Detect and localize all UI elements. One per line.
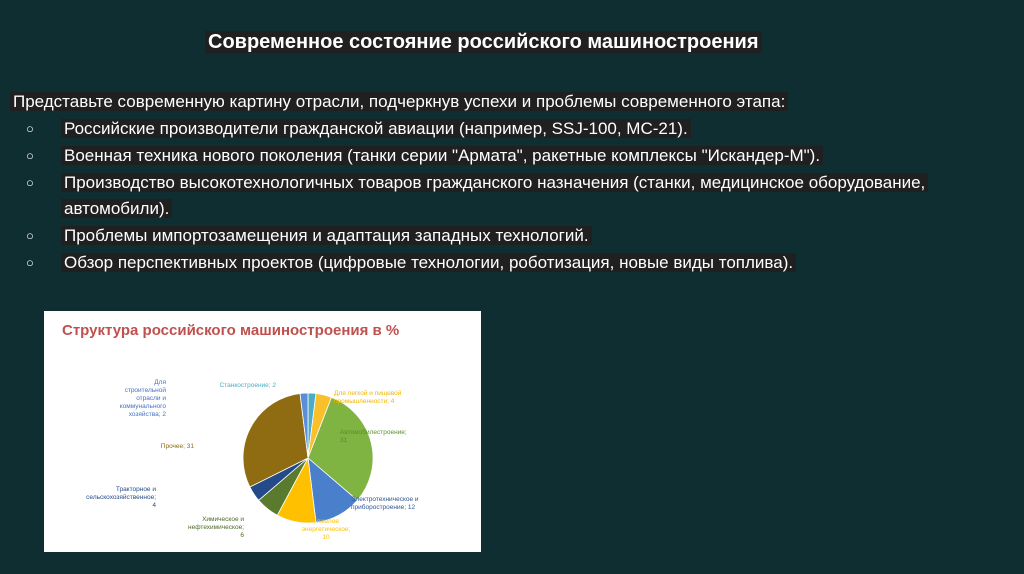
pie-slice-label: Автомобилестроение; 31: [340, 429, 407, 444]
pie-chart-image: [44, 311, 481, 552]
bullet-list: [22, 116, 982, 277]
bullet-item: ○ Проблемы импортозамещения и адаптация западных технологий.: [22, 223, 982, 249]
slide-title: Современное состояние российского машиностроения: [205, 28, 762, 56]
circle-bullet-icon: ○: [26, 175, 34, 190]
pie-slice-label: Станкостроение; 2: [219, 382, 276, 389]
pie-slice-label: Химическое и нефтехимическое; 6: [188, 516, 244, 539]
pie-slice-label: Для строительной отрасли и коммунального хозяйства; 2: [119, 379, 166, 418]
pie-slice-label: Прочее; 31: [160, 443, 194, 450]
pie-slice-label: Для легкой и пищевой промышленности; 4: [334, 390, 402, 405]
circle-bullet-icon: ○: [26, 121, 34, 136]
pie-slice-label: Тракторное и сельскохозяйственное; 4: [86, 486, 156, 509]
circle-bullet-icon: ○: [26, 228, 34, 243]
bullet-item: ○ Производство высокотехнологичных товаров гражданского назначения (станки, медицинское оборудование, автомобили).: [22, 170, 982, 222]
pie-slice-label: Тяжелое энергетическое; 10: [301, 518, 351, 541]
pie-slice-label: Электротехническое и приборостроение; 12: [351, 496, 419, 511]
bullet-item: ○ Военная техника нового поколения (танки серии "Армата", ракетные комплексы "Искандер-М").: [22, 143, 982, 169]
pie-chart: [44, 311, 481, 552]
bullet-item: ○ Российские производители гражданской авиации (например, SSJ-100, MC-21).: [22, 116, 982, 142]
circle-bullet-icon: ○: [26, 255, 34, 270]
bullet-item: ○ Обзор перспективных проектов (цифровые технологии, роботизация, новые виды топлива).: [22, 250, 982, 276]
circle-bullet-icon: ○: [26, 148, 34, 163]
chart-title: Структура российского машиностроения в %: [62, 322, 400, 339]
intro-text: Представьте современную картину отрасли, подчеркнув успехи и проблемы современного этапа:: [10, 89, 1010, 115]
